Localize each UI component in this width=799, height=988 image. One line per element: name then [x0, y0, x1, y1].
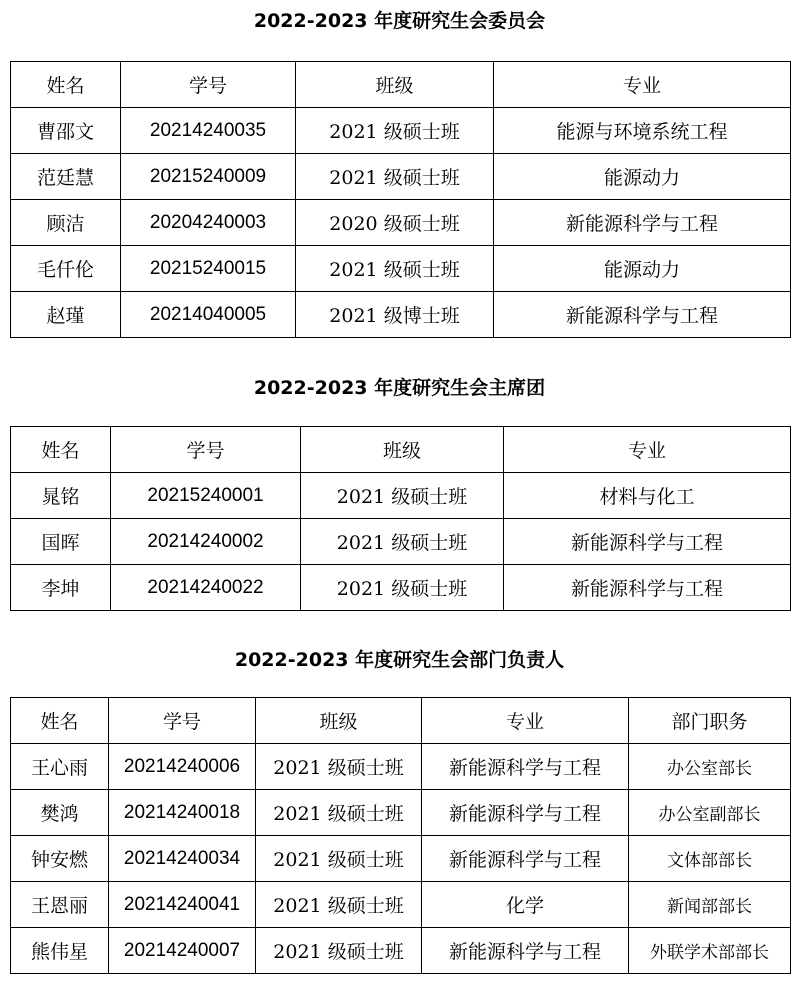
- table-row: [11, 292, 791, 338]
- cell-major: 新能源科学与工程: [494, 292, 791, 338]
- section-title-presidium: 2022-2023 年度研究生会主席团: [253, 377, 546, 399]
- cell-name: 毛仟伦: [11, 246, 121, 292]
- cell-major: 新能源科学与工程: [422, 928, 629, 974]
- cell-major: 能源动力: [494, 246, 791, 292]
- table-row: [11, 882, 791, 928]
- cell-class: 2021 级硕士班: [296, 108, 494, 154]
- cell-name: 晁铭: [11, 473, 111, 519]
- cell-major: 新能源科学与工程: [422, 790, 629, 836]
- table-row: [11, 519, 791, 565]
- cell-major: 新能源科学与工程: [422, 744, 629, 790]
- cell-name: 国晖: [11, 519, 111, 565]
- presidium-table: [10, 426, 791, 611]
- table-header-row: [11, 427, 791, 473]
- committee-table: [10, 61, 791, 338]
- cell-class: 2021 级硕士班: [301, 565, 504, 611]
- header-major: 专业: [504, 427, 791, 473]
- header-class: 班级: [301, 427, 504, 473]
- header-class: 班级: [256, 698, 422, 744]
- cell-class: 2020 级硕士班: [296, 200, 494, 246]
- table-row: [11, 744, 791, 790]
- cell-class: 2021 级硕士班: [256, 882, 422, 928]
- header-position: 部门职务: [629, 698, 791, 744]
- header-student-id: 学号: [111, 427, 301, 473]
- department-heads-table: [10, 697, 791, 974]
- cell-major: 新能源科学与工程: [494, 200, 791, 246]
- cell-name: 王恩丽: [11, 882, 109, 928]
- table-row: [11, 108, 791, 154]
- table-row: [11, 473, 791, 519]
- section-title-committee: 2022-2023 年度研究生会委员会: [253, 10, 546, 32]
- table-row: [11, 200, 791, 246]
- cell-major: 新能源科学与工程: [422, 836, 629, 882]
- cell-position: 新闻部部长: [629, 882, 791, 928]
- cell-student-id: 20215240015: [121, 246, 296, 292]
- table-row: [11, 154, 791, 200]
- cell-student-id: 20214240007: [109, 928, 256, 974]
- cell-major: 新能源科学与工程: [504, 565, 791, 611]
- cell-name: 钟安燃: [11, 836, 109, 882]
- table-row: [11, 836, 791, 882]
- header-major: 专业: [422, 698, 629, 744]
- cell-class: 2021 级硕士班: [256, 836, 422, 882]
- cell-student-id: 20204240003: [121, 200, 296, 246]
- cell-name: 王心雨: [11, 744, 109, 790]
- header-student-id: 学号: [121, 62, 296, 108]
- cell-student-id: 20214240018: [109, 790, 256, 836]
- cell-major: 能源与环境系统工程: [494, 108, 791, 154]
- cell-name: 李坤: [11, 565, 111, 611]
- header-student-id: 学号: [109, 698, 256, 744]
- cell-position: 外联学术部部长: [629, 928, 791, 974]
- header-name: 姓名: [11, 698, 109, 744]
- cell-major: 化学: [422, 882, 629, 928]
- table-row: [11, 565, 791, 611]
- table-header-row: [11, 698, 791, 744]
- cell-student-id: 20214240022: [111, 565, 301, 611]
- cell-class: 2021 级博士班: [296, 292, 494, 338]
- cell-student-id: 20214240006: [109, 744, 256, 790]
- cell-name: 顾洁: [11, 200, 121, 246]
- cell-name: 熊伟星: [11, 928, 109, 974]
- cell-student-id: 20214040005: [121, 292, 296, 338]
- cell-class: 2021 级硕士班: [301, 519, 504, 565]
- cell-class: 2021 级硕士班: [256, 790, 422, 836]
- cell-class: 2021 级硕士班: [301, 473, 504, 519]
- cell-student-id: 20215240009: [121, 154, 296, 200]
- cell-position: 办公室部长: [629, 744, 791, 790]
- cell-name: 赵瑾: [11, 292, 121, 338]
- header-major: 专业: [494, 62, 791, 108]
- cell-major: 能源动力: [494, 154, 791, 200]
- cell-student-id: 20214240035: [121, 108, 296, 154]
- cell-major: 新能源科学与工程: [504, 519, 791, 565]
- cell-class: 2021 级硕士班: [256, 928, 422, 974]
- section-title-department-heads: 2022-2023 年度研究生会部门负责人: [234, 649, 565, 671]
- cell-position: 文体部部长: [629, 836, 791, 882]
- cell-student-id: 20214240034: [109, 836, 256, 882]
- header-class: 班级: [296, 62, 494, 108]
- cell-student-id: 20215240001: [111, 473, 301, 519]
- cell-position: 办公室副部长: [629, 790, 791, 836]
- cell-class: 2021 级硕士班: [296, 154, 494, 200]
- cell-name: 范廷慧: [11, 154, 121, 200]
- cell-class: 2021 级硕士班: [296, 246, 494, 292]
- cell-major: 材料与化工: [504, 473, 791, 519]
- table-row: [11, 928, 791, 974]
- header-name: 姓名: [11, 62, 121, 108]
- cell-name: 曹邵文: [11, 108, 121, 154]
- table-header-row: [11, 62, 791, 108]
- table-row: [11, 790, 791, 836]
- header-name: 姓名: [11, 427, 111, 473]
- table-row: [11, 246, 791, 292]
- cell-name: 樊鸿: [11, 790, 109, 836]
- cell-class: 2021 级硕士班: [256, 744, 422, 790]
- cell-student-id: 20214240002: [111, 519, 301, 565]
- cell-student-id: 20214240041: [109, 882, 256, 928]
